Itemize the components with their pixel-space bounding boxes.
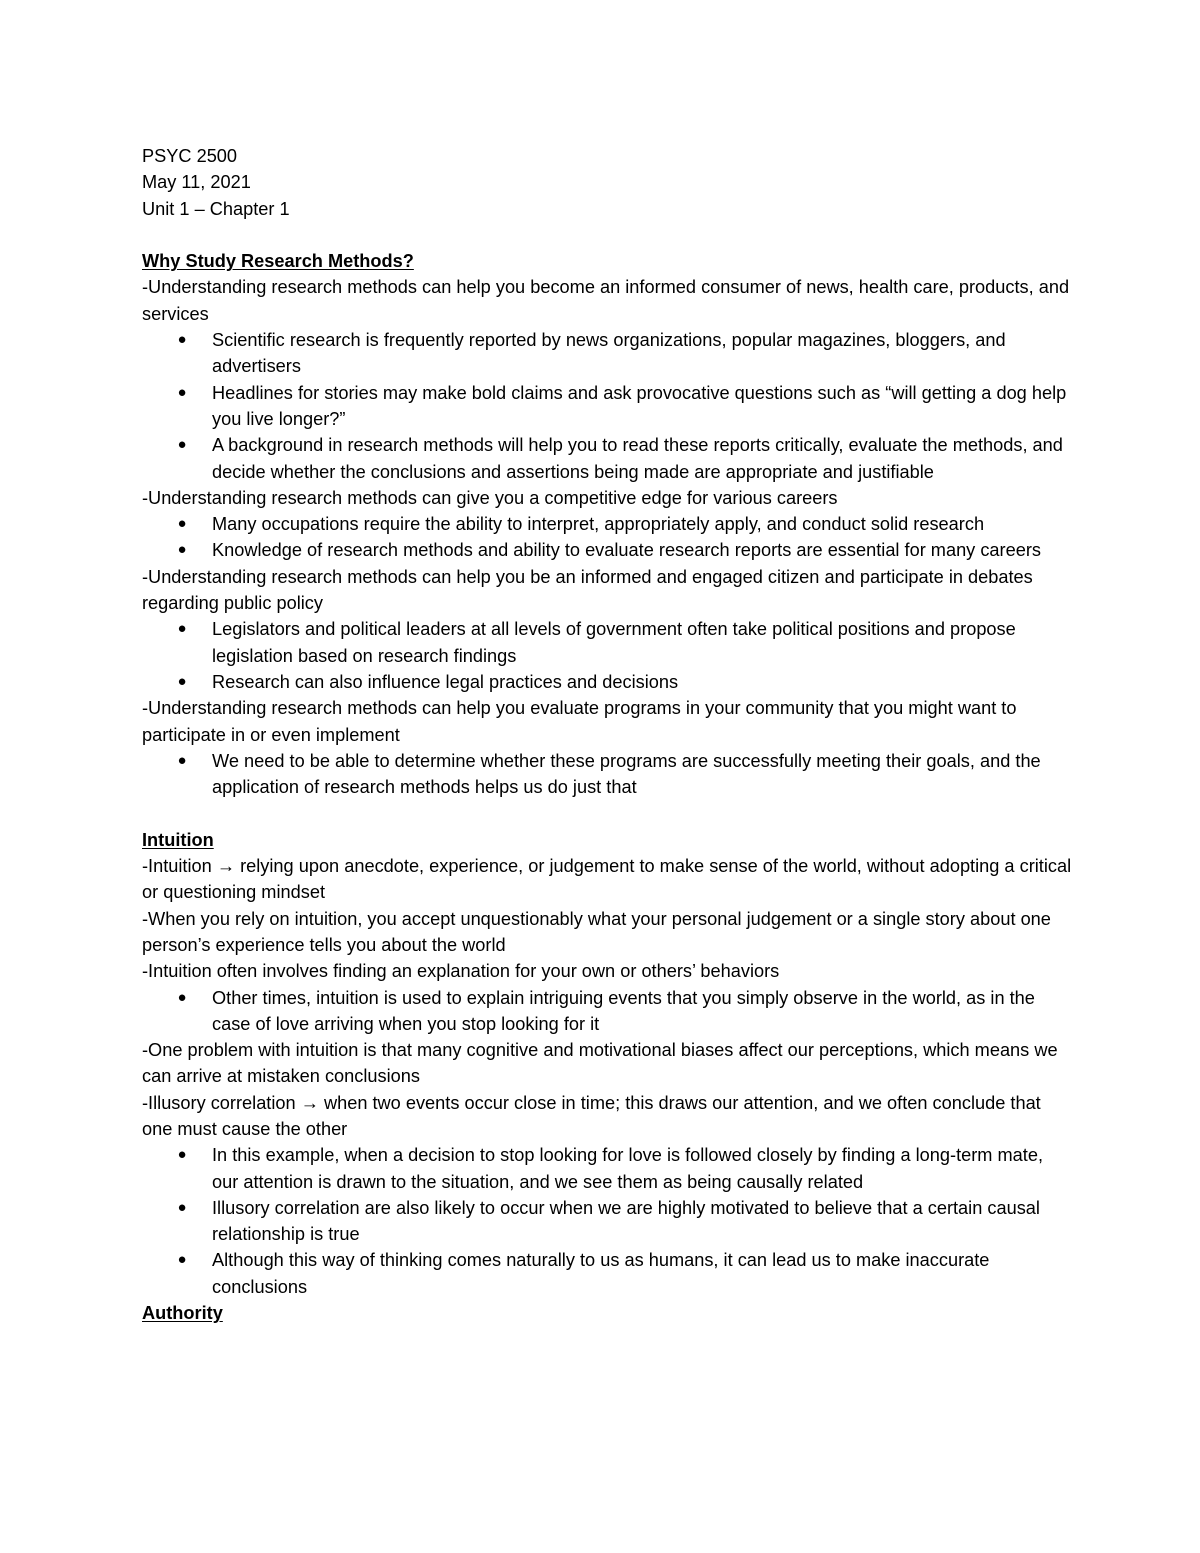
list-item: ● Illusory correlation are also likely to occur when we are highly motivated to believe that a certain causal relationship is true xyxy=(142,1195,1072,1248)
list-item: ● Many occupations require the ability to interpret, appropriately apply, and conduct solid research xyxy=(142,511,1072,537)
paragraph: -When you rely on intuition, you accept unquestionably what your personal judgement or a single story about one person’s experience tells you about the world xyxy=(142,908,1051,955)
list-item: ● Research can also influence legal practices and decisions xyxy=(142,669,1072,695)
term: -Illusory correlation xyxy=(142,1092,296,1113)
paragraph: -Understanding research methods can help you become an informed consumer of news, health care, products, and services xyxy=(142,277,1070,324)
bullet-icon: ● xyxy=(177,331,187,349)
bullet-icon: ● xyxy=(177,1198,187,1216)
bullet-icon: ● xyxy=(177,672,187,690)
list-item: ● Other times, intuition is used to explain intriguing events that you simply observe in the world, as in the case of love arriving when you stop looking for it xyxy=(142,985,1072,1038)
list-item: ● Although this way of thinking comes naturally to us as humans, it can lead us to make inaccurate conclusions xyxy=(142,1247,1072,1300)
section-heading: Authority xyxy=(142,1303,223,1324)
section-authority xyxy=(142,1300,1072,1326)
section-heading: Why Study Research Methods? xyxy=(142,251,414,272)
unit-title: Unit 1 – Chapter 1 xyxy=(142,198,290,219)
paragraph: -Understanding research methods can give you a competitive edge for various careers xyxy=(142,487,838,508)
section-why-study-research-methods xyxy=(142,248,1072,800)
bullet-icon: ● xyxy=(177,1251,187,1269)
document-page xyxy=(142,143,1072,1326)
paragraph: -Understanding research methods can help you be an informed and engaged citizen and participate in debates regarding public policy xyxy=(142,566,1033,614)
bullet-icon: ● xyxy=(177,383,187,401)
section-intuition xyxy=(142,827,1072,1300)
spacer xyxy=(142,222,1072,248)
bullet-icon: ● xyxy=(177,436,187,454)
spacer xyxy=(142,800,1072,826)
list-item: ● Legislators and political leaders at all levels of government often take political positions and propose legislation based on research findings xyxy=(142,616,1072,669)
bullet-list xyxy=(142,616,1072,695)
bullet-list xyxy=(142,1142,1072,1300)
bullet-icon: ● xyxy=(177,515,187,533)
bullet-list xyxy=(142,985,1072,1038)
paragraph: -Understanding research methods can help you evaluate programs in your community that you might want to participate in or even implement xyxy=(142,698,1017,745)
bullet-icon: ● xyxy=(177,988,187,1006)
bullet-list xyxy=(142,511,1072,564)
bullet-icon: ● xyxy=(177,751,187,769)
section-heading: Intuition xyxy=(142,829,214,850)
list-item: ● Scientific research is frequently reported by news organizations, popular magazines, bloggers, and advertisers xyxy=(142,327,1072,380)
paragraph: -Intuition → relying upon anecdote, experience, or judgement to make sense of the world, without adopting a critical or questioning mindset xyxy=(142,856,1072,903)
bullet-list xyxy=(142,327,1072,485)
paragraph: -One problem with intuition is that many cognitive and motivational biases affect our perceptions, which means we can arrive at mistaken conclusions xyxy=(142,1040,1058,1087)
arrow-right-icon: → xyxy=(300,1092,319,1113)
bullet-icon: ● xyxy=(177,1146,187,1164)
bullet-list xyxy=(142,748,1072,801)
paragraph: -Intuition often involves finding an explanation for your own or others’ behaviors xyxy=(142,961,780,982)
term: -Intuition xyxy=(142,856,212,877)
paragraph: -Illusory correlation → when two events occur close in time; this draws our attention, and we often conclude that one must cause the other xyxy=(142,1092,1041,1139)
list-item: ● We need to be able to determine whether these programs are successfully meeting their goals, and the application of research methods helps us do just that xyxy=(142,748,1072,801)
list-item: ● Headlines for stories may make bold claims and ask provocative questions such as “will getting a dog help you live longer?” xyxy=(142,380,1072,433)
list-item: ● In this example, when a decision to stop looking for love is followed closely by finding a long-term mate, our attention is drawn to the situation, and we see them as being causally related xyxy=(142,1142,1072,1195)
arrow-right-icon: → xyxy=(216,856,236,877)
list-item: ● A background in research methods will help you to read these reports critically, evaluate the methods, and decide whether the conclusions and assertions being made are appropriate and justifiable xyxy=(142,432,1072,485)
bullet-icon: ● xyxy=(177,620,187,638)
document-date: May 11, 2021 xyxy=(142,172,251,193)
course-code: PSYC 2500 xyxy=(142,146,238,166)
list-item: ● Knowledge of research methods and ability to evaluate research reports are essential for many careers xyxy=(142,537,1072,563)
bullet-icon: ● xyxy=(177,541,187,559)
